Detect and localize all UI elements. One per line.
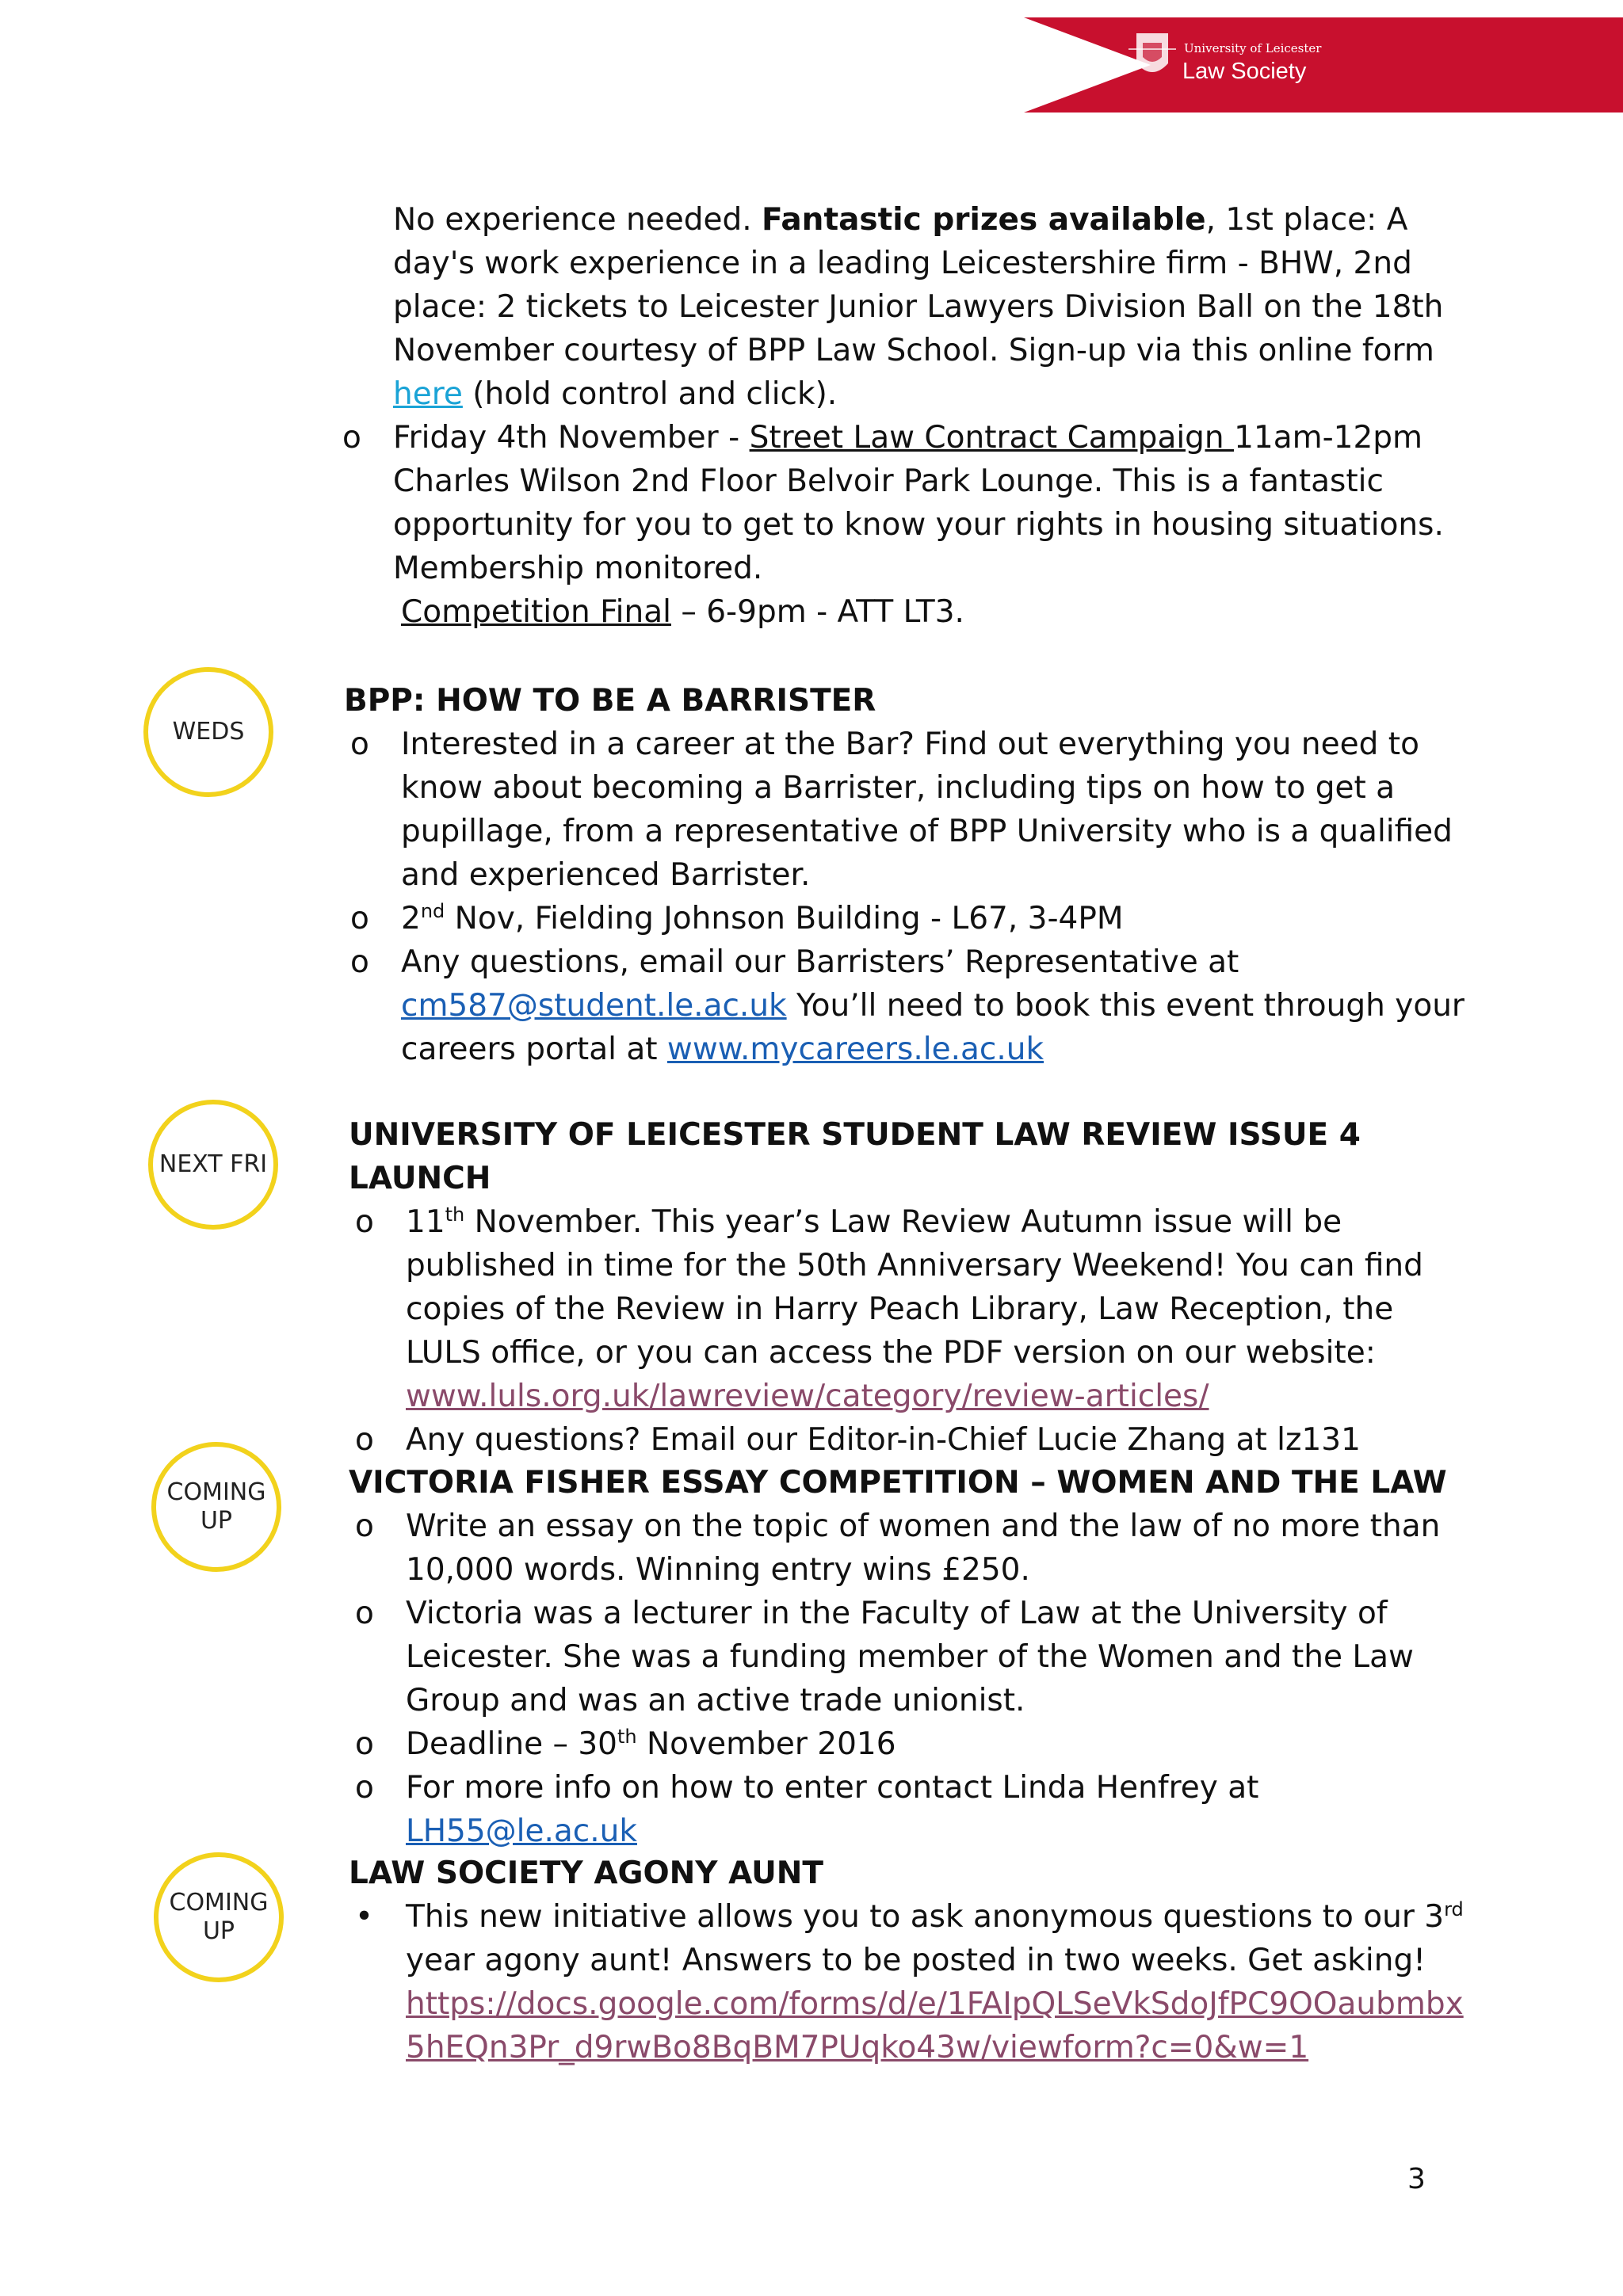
email-link[interactable]: LH55@le.ac.uk bbox=[406, 1814, 637, 1849]
section-agony-aunt bbox=[349, 1852, 1474, 2069]
item-text: For more info on how to enter contact Linda Henfrey at bbox=[406, 1770, 1259, 1806]
agony-aunt-link-continued[interactable]: 5hEQn3Pr_d9rwBo8BqBM7PUqko43w/viewform?c=0&w=1 bbox=[406, 2030, 1309, 2065]
intro-text-1: No experience needed. bbox=[393, 202, 762, 238]
section-barrister bbox=[344, 679, 1469, 1071]
banner-line-2: Law Society bbox=[1182, 59, 1307, 84]
section-essay bbox=[349, 1461, 1474, 1853]
badge-label: WEDS bbox=[172, 718, 245, 746]
list-item bbox=[349, 1722, 1474, 1766]
law-review-link[interactable]: www.luls.org.uk/lawreview/category/review-articles/ bbox=[406, 1379, 1209, 1414]
street-law-link[interactable]: Street Law Contract Campaign bbox=[749, 420, 1235, 456]
bullet: o bbox=[350, 944, 369, 980]
item-text: Any questions, email our Barristers’ Representative at bbox=[401, 944, 1239, 980]
list-item bbox=[344, 940, 1469, 1071]
bullet: o bbox=[355, 1204, 374, 1240]
item-text: Friday 4th November - bbox=[393, 420, 750, 456]
signup-link[interactable]: here bbox=[393, 376, 463, 412]
badge-line: UP bbox=[202, 1917, 235, 1945]
list-item bbox=[349, 1505, 1474, 1592]
intro-bold: Fantastic prizes available bbox=[762, 202, 1206, 238]
banner-line-1: University of Leicester bbox=[1184, 41, 1322, 55]
section-law-review bbox=[349, 1113, 1474, 1462]
list-item bbox=[344, 897, 1469, 940]
badge-next-fri bbox=[148, 1100, 278, 1230]
item-text: 11 bbox=[406, 1204, 445, 1240]
intro-paragraph bbox=[341, 198, 1466, 416]
badge-label: NEXT FRI bbox=[158, 1150, 268, 1178]
bullet: o bbox=[355, 1508, 374, 1544]
bullet: o bbox=[350, 727, 369, 762]
list-item bbox=[349, 1766, 1474, 1853]
bullet: o bbox=[355, 1596, 374, 1631]
item-text: Victoria was a lecturer in the Faculty of Law at the University of Leicester. She was a funding member of the Women and the Law Group and was an active trade unionist. bbox=[406, 1596, 1414, 1718]
badge-coming-up bbox=[154, 1852, 284, 1982]
item-text: Any questions? Email our Editor-in-Chief Lucie Zhang at lz131 bbox=[406, 1422, 1361, 1458]
list-item bbox=[349, 1895, 1474, 2069]
section-title: UNIVERSITY OF LEICESTER STUDENT LAW REVIEW ISSUE 4 LAUNCH bbox=[349, 1117, 1361, 1196]
superscript: rd bbox=[1444, 1898, 1464, 1920]
item-text: Nov, Fielding Johnson Building - L67, 3-4PM bbox=[445, 901, 1124, 936]
banner-shape bbox=[1024, 17, 1623, 113]
badge-weds bbox=[143, 667, 273, 797]
item-text: Interested in a career at the Bar? Find out everything you need to know about becoming a Barrister, including tips on how to get a pupillage, from a representative of BPP University who is a qualified and experienced Barrister. bbox=[401, 727, 1453, 893]
competition-final-line bbox=[341, 590, 1466, 634]
item-text: 2 bbox=[401, 901, 421, 936]
bullet: o bbox=[355, 1422, 374, 1458]
item-text: November 2016 bbox=[636, 1726, 896, 1762]
superscript: th bbox=[617, 1726, 637, 1748]
list-item bbox=[349, 1200, 1474, 1418]
badge-line: COMING bbox=[169, 1889, 269, 1917]
careers-link[interactable]: www.mycareers.le.ac.uk bbox=[666, 1032, 1044, 1067]
bullet: • bbox=[355, 1899, 374, 1935]
list-item bbox=[349, 1592, 1474, 1722]
badge-label bbox=[167, 1478, 266, 1535]
intro-text-2: , 1st place: A day's work experience in a leading Leicestershire firm - BHW, 2nd place: 2 tickets to Leicester Junior Lawyers Division Ball on the 18th November courtesy of BPP Law School. Sign-up via this online form bbox=[393, 202, 1444, 368]
section-title: BPP: HOW TO BE A BARRISTER bbox=[344, 683, 876, 719]
header-banner bbox=[1024, 17, 1623, 113]
bullet: o bbox=[350, 901, 369, 936]
badge-line: COMING bbox=[166, 1478, 266, 1506]
section-title: VICTORIA FISHER ESSAY COMPETITION – WOMEN AND THE LAW bbox=[349, 1465, 1447, 1501]
competition-final-link[interactable]: Competition Final bbox=[401, 594, 671, 630]
list-item bbox=[341, 416, 1466, 590]
intro-block bbox=[341, 198, 1466, 634]
intro-text-3: (hold control and click). bbox=[462, 376, 838, 412]
badge-label bbox=[170, 1889, 269, 1946]
list-item bbox=[344, 723, 1469, 897]
agony-aunt-link[interactable]: https://docs.google.com/forms/d/e/1FAIpQLSeVkSdoJfPC9OOaubmbx bbox=[406, 1986, 1464, 2022]
email-link[interactable]: cm587@student.le.ac.uk bbox=[401, 988, 787, 1024]
item-text: 11am-12pm Charles Wilson 2nd Floor Belvoir Park Lounge. This is a fantastic opportunity for you to get to know your rights in housing situations. Membership monitored. bbox=[393, 420, 1444, 586]
item-text: year agony aunt! Answers to be posted in two weeks. Get asking! bbox=[406, 1943, 1426, 1978]
item-text: Deadline – 30 bbox=[406, 1726, 617, 1762]
superscript: th bbox=[445, 1203, 465, 1226]
list-item bbox=[349, 1418, 1474, 1462]
item-text: November. This year’s Law Review Autumn issue will be published in time for the 50th Anniversary Weekend! You can find copies of the Review in Harry Peach Library, Law Reception, the LULS office, or you can access the PDF version on our website: bbox=[406, 1204, 1423, 1371]
bullet: o bbox=[342, 420, 361, 456]
bullet: o bbox=[355, 1726, 374, 1762]
bullet: o bbox=[355, 1770, 374, 1806]
item-text: This new initiative allows you to ask anonymous questions to our 3 bbox=[406, 1899, 1445, 1935]
item-text: Write an essay on the topic of women and the law of no more than 10,000 words. Winning entry wins £250. bbox=[406, 1508, 1441, 1588]
final-text: – 6-9pm - ATT LT3. bbox=[670, 594, 964, 630]
section-title: LAW SOCIETY AGONY AUNT bbox=[349, 1855, 824, 1891]
superscript: nd bbox=[420, 900, 445, 922]
item-text: You’ll need to book this event through your careers portal at bbox=[401, 988, 1465, 1067]
badge-line: UP bbox=[200, 1507, 233, 1535]
badge-coming-up bbox=[151, 1442, 281, 1572]
page-number: 3 bbox=[1407, 2163, 1426, 2195]
